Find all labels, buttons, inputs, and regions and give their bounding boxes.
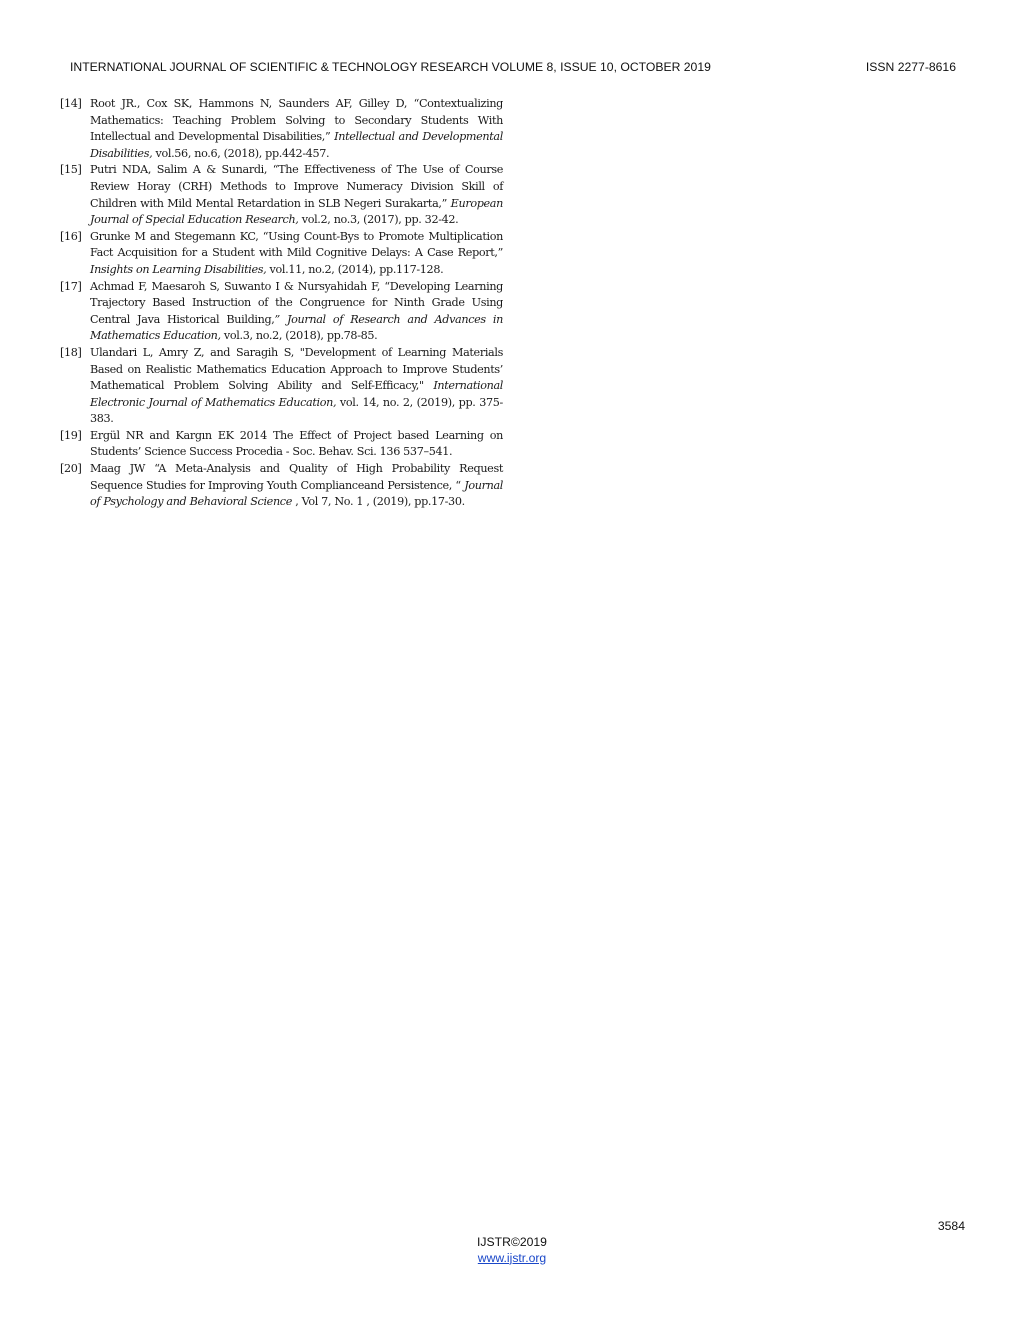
website-link[interactable]: www.ijstr.org <box>477 1250 547 1265</box>
page-number: 3584 <box>937 1219 965 1233</box>
reference-number: [20] <box>60 462 82 476</box>
reference-journal: Journal of Psychology and Behavioral Science <box>90 478 503 509</box>
reference-text <box>90 461 503 511</box>
reference-details: vol.2, no.3, (2017), pp. 32-42. <box>298 213 459 227</box>
reference-authors-title: Root JR., Cox SK, Hammons N, Saunders AF, Gilley D, “Contextualizing Mathematics: Teaching Problem Solving to Secondary Students With Intellectual and Developmental Disabilities,” <box>90 97 503 144</box>
issn-label: ISSN 2277-8616 <box>865 60 956 74</box>
reference-authors-title: Grunke M and Stegemann KC, “Using Count-Bys to Promote Multiplication Fact Acquisition for a Student with Mild Cognitive Delays: A Case Report,” <box>90 229 503 260</box>
page-footer <box>0 1235 1024 1266</box>
reference-item <box>60 345 503 428</box>
reference-details: vol. 14, no. 2, (2019), pp. 375-383. <box>90 395 503 426</box>
reference-journal: European Journal of Special Education Research, <box>90 196 503 227</box>
reference-details: , Vol 7, No. 1 , (2019), pp.17-30. <box>292 495 465 509</box>
reference-text <box>90 162 503 228</box>
reference-item <box>60 96 503 162</box>
reference-journal: Insights on Learning Disabilities, <box>90 262 267 276</box>
reference-number: [17] <box>60 279 82 293</box>
reference-journal: International Electronic Journal of Mathematics Education, <box>90 379 503 409</box>
reference-number: [15] <box>60 163 82 177</box>
reference-text <box>90 96 503 162</box>
reference-number: [16] <box>60 229 82 243</box>
reference-item <box>60 428 503 461</box>
reference-authors-title: Putri NDA, Salim A & Sunardi, “The Effectiveness of The Use of Course Review Horay (CRH) Methods to Improve Numeracy Division Skill of Children with Mild Mental Retardation in SLB Negeri Surakarta,” <box>90 163 503 210</box>
running-header <box>70 60 956 78</box>
journal-header-title: INTERNATIONAL JOURNAL OF SCIENTIFIC & TECHNOLOGY RESEARCH VOLUME 8, ISSUE 10, OCTOBER 2019 <box>70 60 711 74</box>
reference-item <box>60 279 503 345</box>
reference-item <box>60 162 503 228</box>
reference-authors-title: Achmad F, Maesaroh S, Suwanto I & Nursyahidah F, “Developing Learning Trajectory Based Instruction of the Congruence for Ninth Grade Using Central Java Historical Building, <box>90 279 503 326</box>
reference-authors-title: Ergül NR and Kargın EK 2014 The Effect of Project based Learning on Students’ Science Success Procedia - Soc. Behav. Sci. 136 537–541. <box>90 428 503 459</box>
reference-journal: Intellectual and Developmental Disabilities, <box>90 130 503 160</box>
reference-number: [18] <box>60 345 82 359</box>
reference-item <box>60 229 503 279</box>
reference-text <box>90 345 503 428</box>
reference-number: [14] <box>60 97 82 110</box>
reference-authors-title: Maag JW “A Meta-Analysis and Quality of High Probability Request Sequence Studies for Improving Youth Complianceand Persistence, “ <box>90 462 503 492</box>
reference-journal: ” Journal of Research and Advances in Mathematics Education, <box>90 312 503 343</box>
reference-item <box>60 461 503 511</box>
reference-text <box>90 428 503 461</box>
reference-text <box>90 229 503 279</box>
reference-details: vol.11, no.2, (2014), pp.117-128. <box>266 262 444 276</box>
reference-details: vol.56, no.6, (2018), pp.442-457. <box>152 146 330 160</box>
footer-copyright: IJSTR©2019 <box>477 1235 547 1249</box>
reference-list <box>60 96 503 511</box>
reference-text <box>90 279 503 345</box>
reference-number: [19] <box>60 428 82 442</box>
reference-authors-title: Ulandari L, Amry Z, and Saragih S, "Development of Learning Materials Based on Realistic Mathematics Education Approach to Improve Students’ Mathematical Problem Solving Ability and Self-Efficacy," <box>90 345 503 393</box>
reference-details: vol.3, no.2, (2018), pp.78-85. <box>220 329 378 343</box>
